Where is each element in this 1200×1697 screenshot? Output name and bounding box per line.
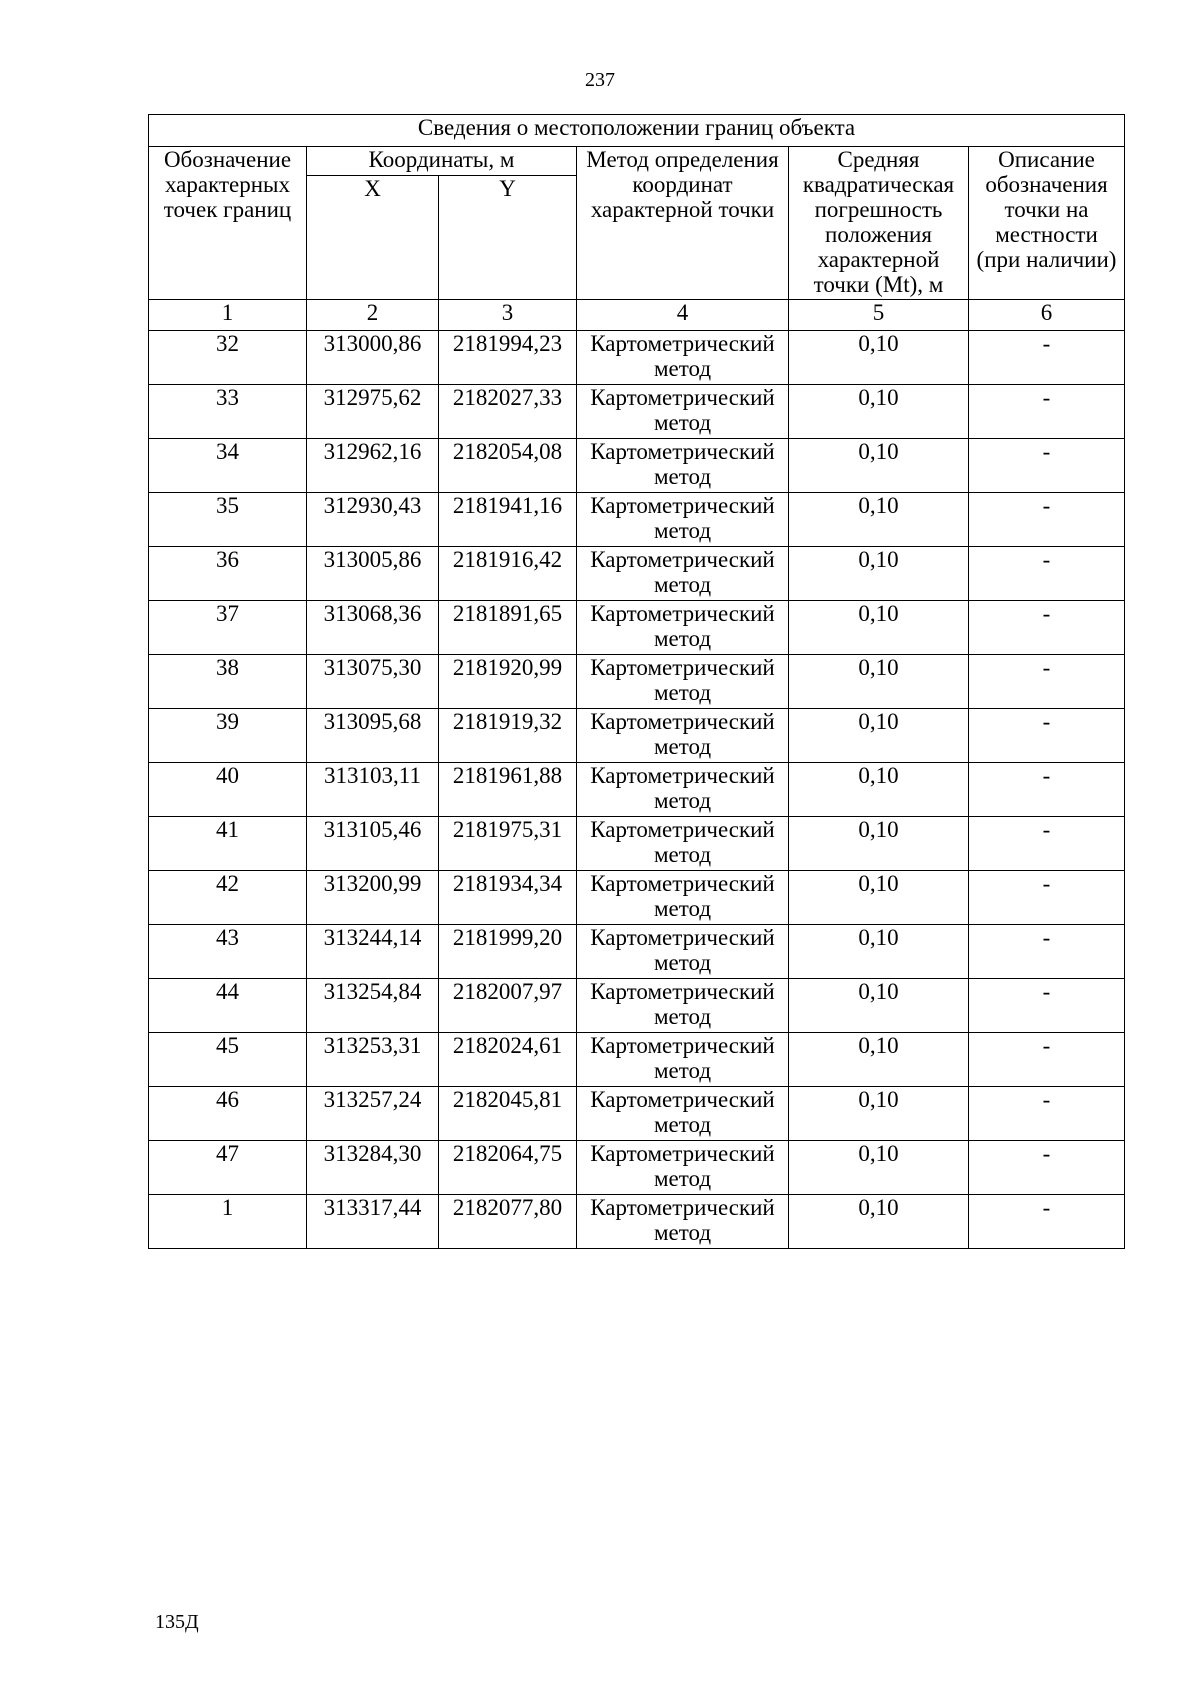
cell-y: 2181994,23 [439, 331, 577, 385]
cell-error: 0,10 [789, 871, 969, 925]
table-row [149, 817, 1125, 871]
column-number: 3 [439, 300, 577, 331]
cell-x: 313200,99 [307, 871, 439, 925]
cell-error: 0,10 [789, 763, 969, 817]
cell-y: 2182007,97 [439, 979, 577, 1033]
cell-y: 2181999,20 [439, 925, 577, 979]
table-row [149, 547, 1125, 601]
cell-x: 313075,30 [307, 655, 439, 709]
header-x: X [307, 176, 439, 300]
column-number: 5 [789, 300, 969, 331]
cell-y: 2181891,65 [439, 601, 577, 655]
footer-code: 135Д [155, 1611, 199, 1633]
cell-x: 313317,44 [307, 1195, 439, 1249]
cell-x: 312975,62 [307, 385, 439, 439]
header-method: Метод определения координат характерной точки [577, 147, 789, 300]
cell-method: Картометрический метод [577, 709, 789, 763]
cell-error: 0,10 [789, 439, 969, 493]
cell-description: - [969, 871, 1125, 925]
cell-point: 37 [149, 601, 307, 655]
cell-point: 36 [149, 547, 307, 601]
cell-method: Картометрический метод [577, 331, 789, 385]
cell-y: 2182054,08 [439, 439, 577, 493]
cell-y: 2182064,75 [439, 1141, 577, 1195]
table-caption: Сведения о местоположении границ объекта [149, 115, 1125, 147]
cell-point: 46 [149, 1087, 307, 1141]
cell-description: - [969, 709, 1125, 763]
boundary-coordinates-table [148, 114, 1125, 1249]
cell-x: 313103,11 [307, 763, 439, 817]
table-row [149, 1195, 1125, 1249]
cell-x: 313005,86 [307, 547, 439, 601]
cell-method: Картометрический метод [577, 817, 789, 871]
cell-point: 35 [149, 493, 307, 547]
header-description: Описание обозначения точки на местности (при наличии) [969, 147, 1125, 300]
cell-error: 0,10 [789, 1033, 969, 1087]
cell-x: 313284,30 [307, 1141, 439, 1195]
cell-description: - [969, 1033, 1125, 1087]
table-row [149, 1087, 1125, 1141]
cell-y: 2181975,31 [439, 817, 577, 871]
cell-error: 0,10 [789, 1141, 969, 1195]
table-row [149, 763, 1125, 817]
table-row [149, 385, 1125, 439]
cell-x: 312962,16 [307, 439, 439, 493]
cell-y: 2182045,81 [439, 1087, 577, 1141]
cell-error: 0,10 [789, 1195, 969, 1249]
cell-x: 313244,14 [307, 925, 439, 979]
cell-error: 0,10 [789, 709, 969, 763]
cell-x: 313068,36 [307, 601, 439, 655]
cell-error: 0,10 [789, 601, 969, 655]
header-point: Обозначение характерных точек границ [149, 147, 307, 300]
cell-error: 0,10 [789, 655, 969, 709]
table-row [149, 709, 1125, 763]
table-row [149, 871, 1125, 925]
table-row [149, 601, 1125, 655]
cell-method: Картометрический метод [577, 871, 789, 925]
cell-y: 2181919,32 [439, 709, 577, 763]
cell-x: 313000,86 [307, 331, 439, 385]
cell-error: 0,10 [789, 493, 969, 547]
table-row [149, 1033, 1125, 1087]
cell-method: Картометрический метод [577, 979, 789, 1033]
cell-description: - [969, 817, 1125, 871]
cell-error: 0,10 [789, 817, 969, 871]
cell-description: - [969, 763, 1125, 817]
cell-y: 2181920,99 [439, 655, 577, 709]
cell-method: Картометрический метод [577, 1033, 789, 1087]
cell-method: Картометрический метод [577, 763, 789, 817]
cell-method: Картометрический метод [577, 1195, 789, 1249]
table-row [149, 493, 1125, 547]
table-row [149, 979, 1125, 1033]
cell-x: 313095,68 [307, 709, 439, 763]
cell-description: - [969, 385, 1125, 439]
column-number: 1 [149, 300, 307, 331]
cell-method: Картометрический метод [577, 493, 789, 547]
cell-point: 40 [149, 763, 307, 817]
cell-method: Картометрический метод [577, 385, 789, 439]
cell-description: - [969, 439, 1125, 493]
table-row [149, 331, 1125, 385]
column-number: 6 [969, 300, 1125, 331]
cell-method: Картометрический метод [577, 601, 789, 655]
cell-point: 1 [149, 1195, 307, 1249]
cell-y: 2182027,33 [439, 385, 577, 439]
cell-error: 0,10 [789, 331, 969, 385]
table-row [149, 439, 1125, 493]
cell-point: 38 [149, 655, 307, 709]
cell-method: Картометрический метод [577, 547, 789, 601]
cell-error: 0,10 [789, 385, 969, 439]
cell-description: - [969, 601, 1125, 655]
table-row [149, 655, 1125, 709]
cell-point: 43 [149, 925, 307, 979]
cell-description: - [969, 547, 1125, 601]
cell-method: Картометрический метод [577, 1141, 789, 1195]
cell-y: 2181961,88 [439, 763, 577, 817]
cell-error: 0,10 [789, 1087, 969, 1141]
cell-method: Картометрический метод [577, 439, 789, 493]
cell-description: - [969, 1087, 1125, 1141]
cell-method: Картометрический метод [577, 655, 789, 709]
cell-description: - [969, 1141, 1125, 1195]
cell-y: 2181941,16 [439, 493, 577, 547]
cell-point: 33 [149, 385, 307, 439]
cell-description: - [969, 655, 1125, 709]
cell-y: 2182024,61 [439, 1033, 577, 1087]
cell-point: 39 [149, 709, 307, 763]
cell-point: 32 [149, 331, 307, 385]
header-y: Y [439, 176, 577, 300]
cell-point: 44 [149, 979, 307, 1033]
cell-point: 45 [149, 1033, 307, 1087]
page-number: 237 [585, 69, 615, 91]
cell-y: 2181916,42 [439, 547, 577, 601]
header-coordinates: Координаты, м [307, 147, 577, 176]
cell-error: 0,10 [789, 979, 969, 1033]
cell-x: 313257,24 [307, 1087, 439, 1141]
cell-description: - [969, 979, 1125, 1033]
table-row [149, 1141, 1125, 1195]
cell-description: - [969, 925, 1125, 979]
cell-point: 41 [149, 817, 307, 871]
cell-error: 0,10 [789, 547, 969, 601]
column-number: 4 [577, 300, 789, 331]
cell-description: - [969, 1195, 1125, 1249]
cell-point: 42 [149, 871, 307, 925]
cell-description: - [969, 493, 1125, 547]
table-row [149, 925, 1125, 979]
table-body [149, 331, 1125, 1249]
cell-description: - [969, 331, 1125, 385]
column-number: 2 [307, 300, 439, 331]
cell-point: 47 [149, 1141, 307, 1195]
cell-method: Картометрический метод [577, 1087, 789, 1141]
cell-method: Картометрический метод [577, 925, 789, 979]
cell-y: 2182077,80 [439, 1195, 577, 1249]
cell-y: 2181934,34 [439, 871, 577, 925]
header-error: Средняя квадратическая погрешность положения характерной точки (Mt), м [789, 147, 969, 300]
cell-point: 34 [149, 439, 307, 493]
cell-x: 313253,31 [307, 1033, 439, 1087]
cell-x: 313254,84 [307, 979, 439, 1033]
cell-error: 0,10 [789, 925, 969, 979]
cell-x: 312930,43 [307, 493, 439, 547]
cell-x: 313105,46 [307, 817, 439, 871]
